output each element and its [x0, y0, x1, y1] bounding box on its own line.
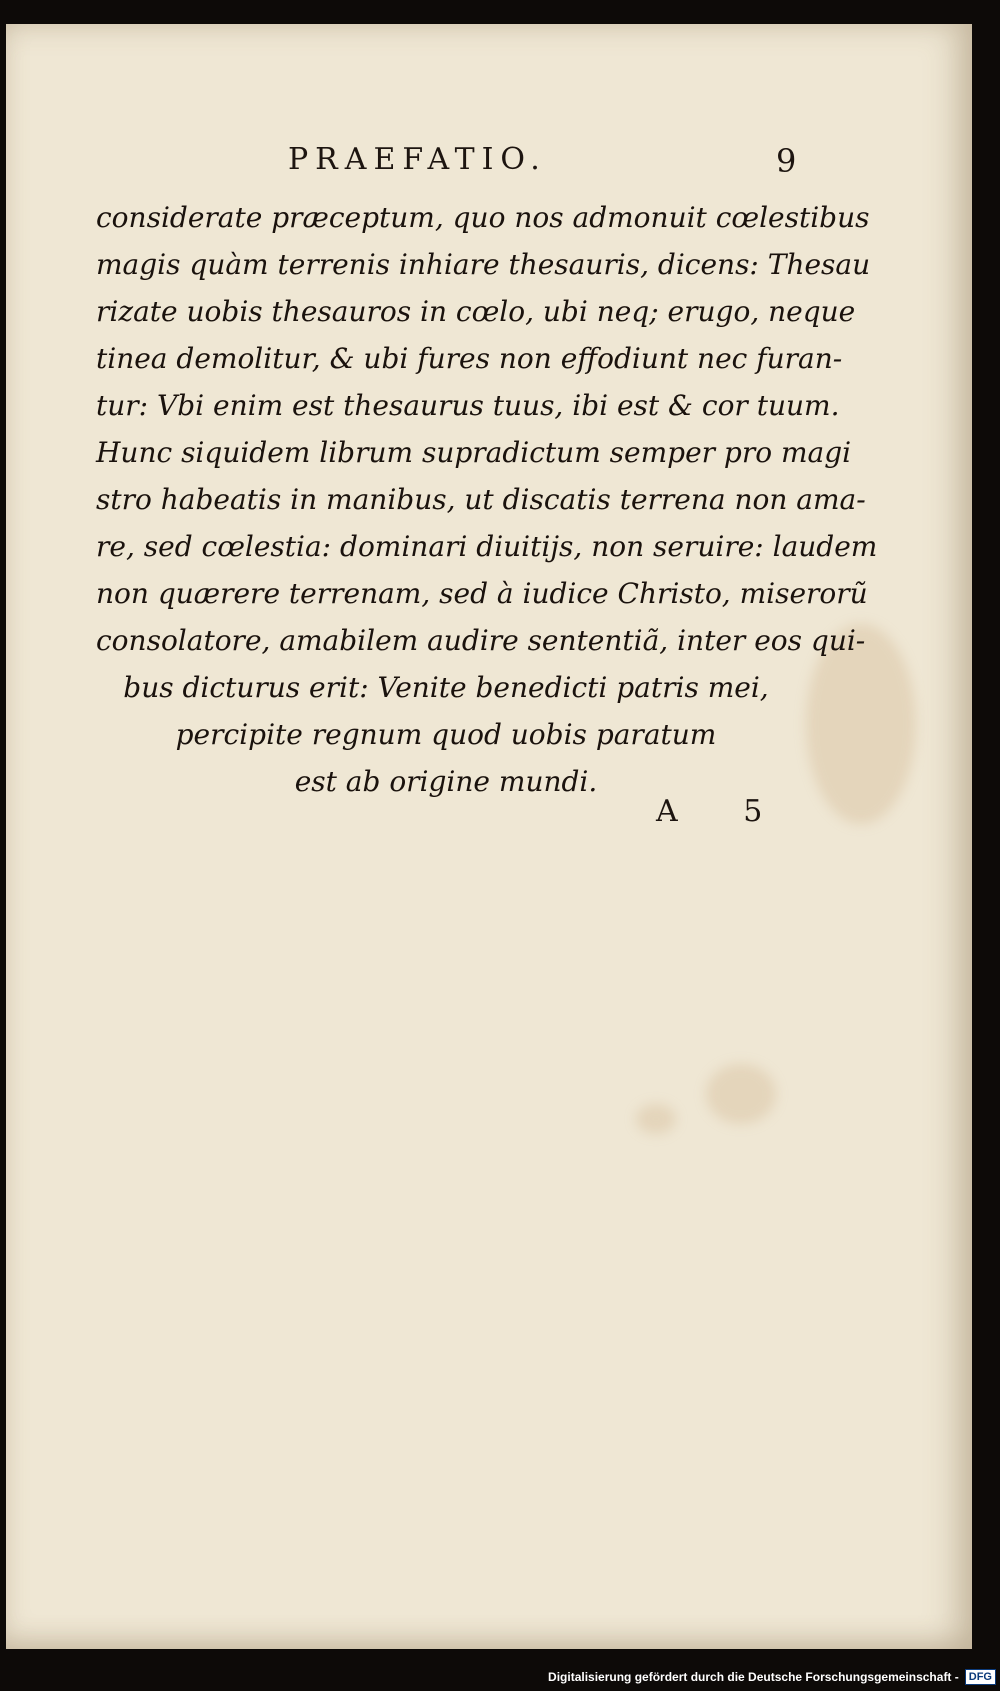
page-header [6, 142, 972, 182]
book-page [6, 24, 972, 1649]
text-line: percipite regnum quod uobis paratum [175, 718, 717, 751]
text-line: non quærere terrenam, sed à iudice Christo, miserorũ [96, 577, 868, 610]
page-number: 9 [776, 142, 797, 180]
text-line: est ab origine mundi. [294, 765, 598, 798]
text-line: consolatore, amabilem audire sententiã, inter eos qui- [96, 624, 866, 657]
text-line: magis quàm terrenis inhiare thesauris, dicens: Thesau [96, 248, 871, 281]
text-line: tur: Vbi enim est thesaurus tuus, ibi est & cor tuum. [96, 389, 840, 422]
paper-stain [706, 1064, 776, 1124]
paper-stain [636, 1104, 676, 1134]
dfg-logo-icon: DFG [965, 1669, 996, 1685]
body-text [96, 194, 878, 805]
footer-credit: Digitalisierung gefördert durch die Deutsche Forschungsgemeinschaft - [548, 1670, 959, 1684]
text-line: tinea demolitur, & ubi fures non effodiunt nec furan- [96, 342, 843, 375]
signature-mark: A 5 [656, 794, 791, 829]
digitization-footer [548, 1665, 996, 1689]
text-line: re, sed cœlestia: dominari diuitijs, non seruire: laudem [96, 530, 878, 563]
running-title: PRAEFATIO. [288, 142, 547, 177]
text-line: bus dicturus erit: Venite benedicti patris mei, [123, 671, 769, 704]
text-line: stro habeatis in manibus, ut discatis terrena non ama- [96, 483, 866, 516]
text-line: rizate uobis thesauros in cœlo, ubi neq; erugo, neque [96, 295, 856, 328]
text-line: considerate præceptum, quo nos admonuit cœlestibus [96, 201, 870, 234]
text-line: Hunc siquidem librum supradictum semper pro magi [96, 436, 852, 469]
